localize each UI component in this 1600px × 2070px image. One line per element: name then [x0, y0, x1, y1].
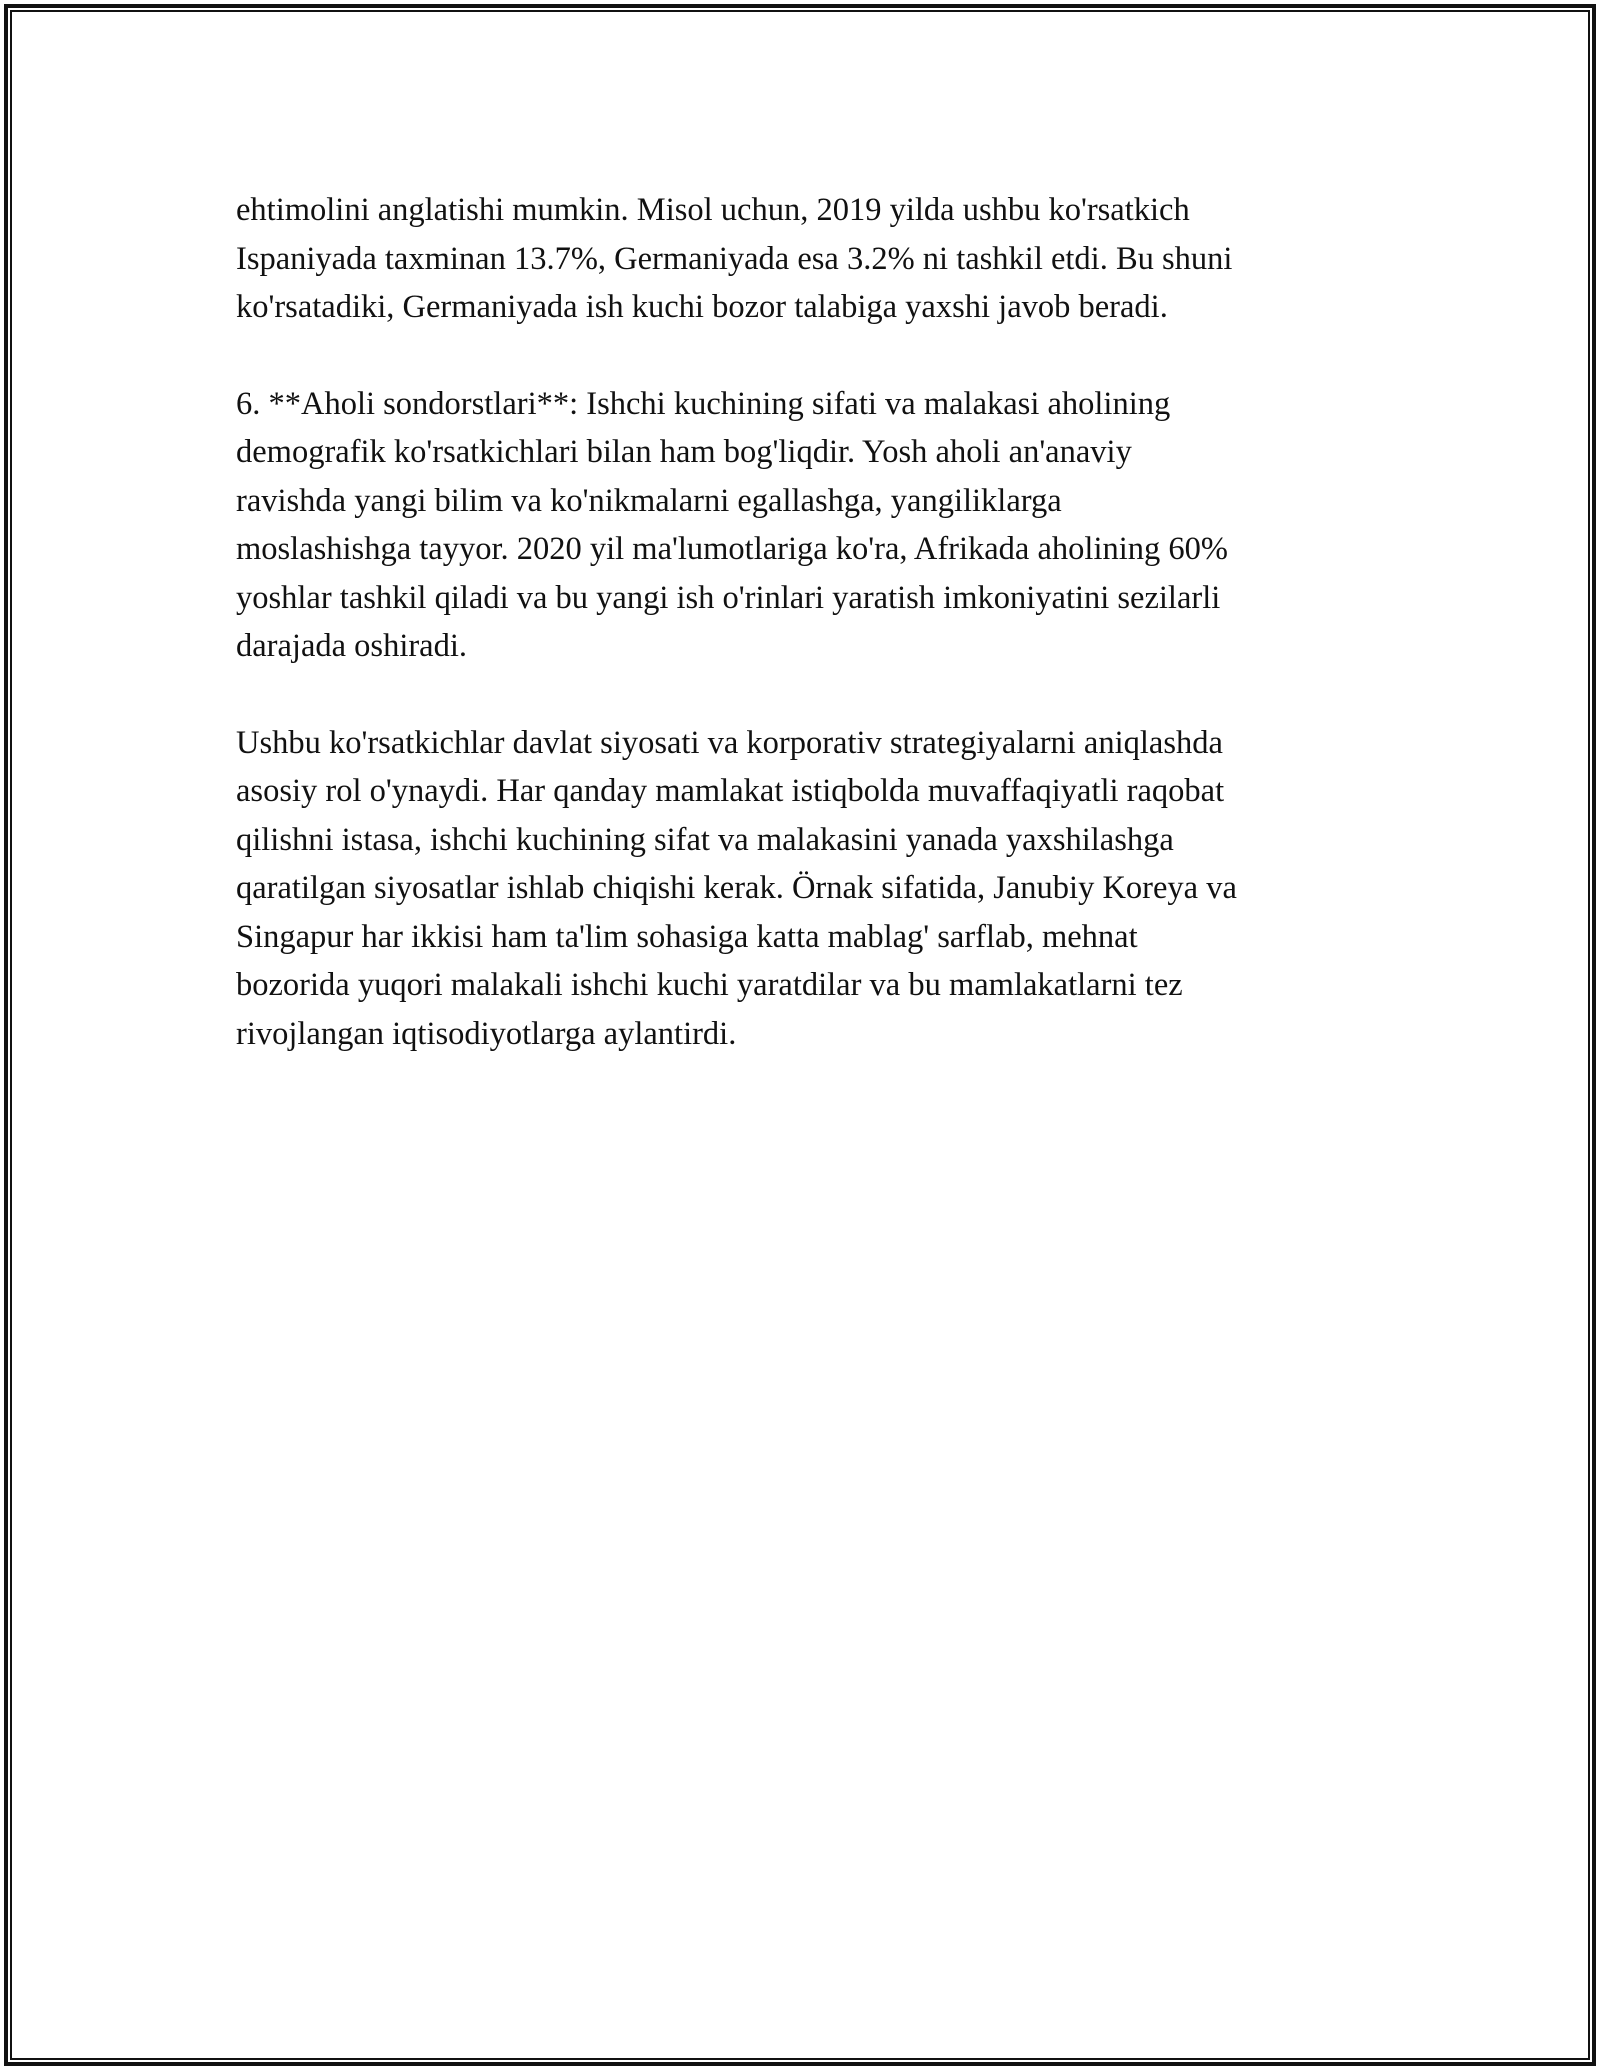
paragraph-3: Ushbu ko'rsatkichlar davlat siyosati va korporativ strategiyalarni aniqlashda asosiy rol o'ynaydi. Har qanday mamlakat istiqbolda muvaffaqiyatli raqobat qilishni istasa, ishchi kuchining sifat va malakasini yanada yaxshilashga qaratilgan siyosatlar ishlab chiqishi kerak. Örnak sifatida, Janubiy Koreya va Singapur har ikkisi ham ta'lim sohasiga katta mablag' sarflab, mehnat bozorida yuqori malakali ishchi kuchi yaratdilar va bu mamlakatlarni tez rivojlangan iqtisodiyotlarga aylantirdi.: [236, 724, 1237, 1052]
document-body: [236, 186, 1376, 1106]
paragraph-1: ehtimolini anglatishi mumkin. Misol uchun, 2019 yilda ushbu ko'rsatkich Ispaniyada taxminan 13.7%, Germaniyada esa 3.2% ni tashkil etdi. Bu shuni ko'rsatadiki, Germaniyada ish kuchi bozor talabiga yaxshi javob beradi.: [236, 192, 1233, 325]
paragraph-2: 6. **Aholi sondorstlari**: Ishchi kuchining sifati va malakasi aholining demografik ko'rsatkichlari bilan ham bog'liqdir. Yosh aholi an'anaviy ravishda yangi bilim va ko'nikmalarni egallashga, yangiliklarga moslashishga tayyor. 2020 yil ma'lumotlariga ko'ra, Afrikada aholining 60% yoshlar tashkil qiladi va bu yangi ish o'rinlari yaratish imkoniyatini sezilarli darajada oshiradi.: [236, 385, 1228, 664]
